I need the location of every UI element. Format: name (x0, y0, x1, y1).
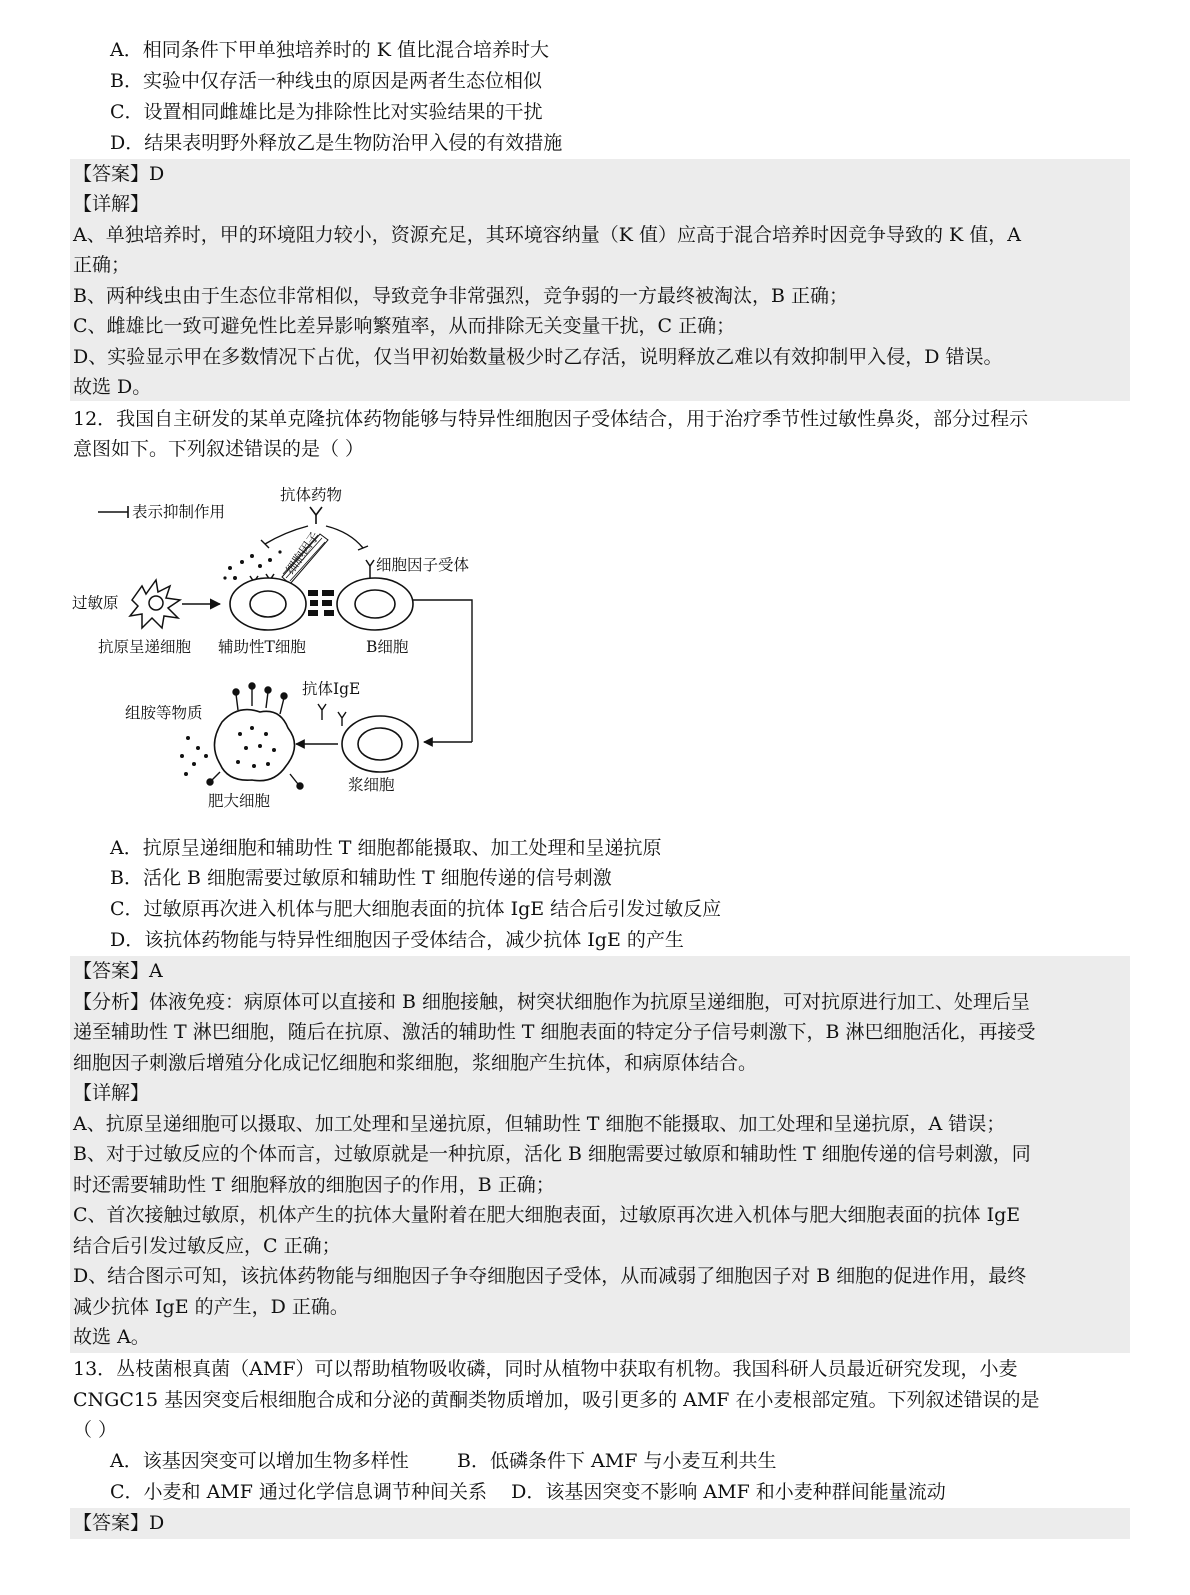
q11-detail-line: C、雌雄比一致可避免性比差异影响繁殖率，从而排除无关变量干扰，C 正确； (73, 315, 736, 337)
legend-label: 表示抑制作用 (132, 503, 226, 521)
q12-option-a: A．抗原呈递细胞和辅助性 T 细胞都能摄取、加工处理和呈递抗原 (110, 837, 662, 859)
released-dots (180, 736, 208, 776)
q11-option-c: C．设置相同雌雄比是为排除性比对实验结果的干扰 (110, 101, 543, 123)
q12-detail-line: D、结合图示可知，该抗体药物能与细胞因子争夺细胞因子受体，从而减弱了细胞因子对 B 细胞的促进作用，最终 (73, 1265, 1027, 1287)
inhibition-legend (98, 502, 225, 521)
q12-detail-line: C、首次接触过敏原，机体产生的抗体大量附着在肥大细胞表面，过敏原再次进入机体与肥大细胞表面的抗体 IgE (73, 1204, 1021, 1226)
q11-answer: 【答案】D (73, 163, 165, 185)
apc-cell (130, 580, 180, 628)
b-to-plasma-arrow (413, 600, 472, 742)
q12-option-d: D．该抗体药物能与特异性细胞因子受体结合，减少抗体 IgE 的产生 (110, 929, 684, 951)
q13-stem-line: 13．丛枝菌根真菌（AMF）可以帮助植物吸收磷，同时从植物中获取有机物。我国科研人员最近研究发现，小麦 (73, 1358, 1018, 1380)
allergen-label: 过敏原 (72, 594, 119, 612)
cytokine-receptor-label: 细胞因子受体 (376, 556, 470, 574)
q11-detail-line: 故选 D。 (73, 376, 152, 398)
mast-cell-label: 肥大细胞 (208, 792, 271, 810)
q12-detail-line: 结合后引发过敏反应，C 正确； (73, 1235, 341, 1257)
q11-option-b: B．实验中仅存活一种线虫的原因是两者生态位相似 (110, 70, 542, 92)
q11-detail-line: B、两种线虫由于生态位非常相似，导致竞争非常强烈，竞争弱的一方最终被淘汰，B 正确； (73, 285, 848, 307)
q12-detail-label: 【详解】 (73, 1082, 150, 1104)
q12-stem-line: 12．我国自主研发的某单克隆抗体药物能够与特异性细胞因子受体结合，用于治疗季节性过敏性鼻炎，部分过程示 (73, 408, 1029, 430)
apc-label: 抗原呈递细胞 (98, 638, 192, 656)
cytokine-label: 细胞因子 (282, 529, 322, 577)
q11-option-d: D．结果表明野外释放乙是生物防治甲入侵的有效措施 (110, 132, 563, 154)
plasma-cell-label: 浆细胞 (348, 776, 395, 794)
th-cell-label: 辅助性T细胞 (218, 638, 306, 656)
b-cell-label: B细胞 (366, 638, 409, 656)
b-cell-receptor (366, 560, 374, 578)
q12-stem-line: 意图如下。下列叙述错误的是（ ） (73, 438, 365, 460)
th-cell (230, 578, 306, 630)
q12-option-c: C．过敏原再次进入机体与肥大细胞表面的抗体 IgE 结合后引发过敏反应 (110, 898, 722, 920)
q11-option-a: A．相同条件下甲单独培养时的 K 值比混合培养时大 (110, 39, 549, 61)
antibody-drug-label: 抗体药物 (280, 486, 343, 504)
q13-stem-line: （ ） (73, 1419, 118, 1441)
ige-label: 抗体IgE (302, 680, 361, 698)
q12-detail-line: 时还需要辅助性 T 细胞释放的细胞因子的作用，B 正确； (73, 1174, 555, 1196)
q11-detail-line: A、单独培养时，甲的环境阻力较小，资源充足，其环境容纳量（K 值）应高于混合培养时因竞争导致的 K 值，A (73, 224, 1021, 246)
q12-detail-line: A、抗原呈递细胞可以摄取、加工处理和呈递抗原，但辅助性 T 细胞不能摄取、加工处理和呈递抗原，A 错误； (73, 1113, 1006, 1135)
q12-analysis-line: 递至辅助性 T 淋巴细胞，随后在抗原、激活的辅助性 T 细胞表面的特定分子信号刺激下，B 淋巴细胞活化，再接受 (73, 1021, 1036, 1043)
plasma-cell (342, 716, 418, 772)
q12-option-b: B．活化 B 细胞需要过敏原和辅助性 T 细胞传递的信号刺激 (110, 867, 612, 889)
q12-detail-line: 故选 A。 (73, 1326, 150, 1348)
q11-detail-line: 正确； (73, 254, 131, 276)
q13-stem-line: CNGC15 基因突变后根细胞合成和分泌的黄酮类物质增加，吸引更多的 AMF 在小麦根部定殖。下列叙述错误的是 (73, 1389, 1040, 1411)
mast-cell (214, 710, 294, 781)
q11-detail-label: 【详解】 (73, 193, 150, 215)
q13-answer: 【答案】D (73, 1512, 165, 1534)
q12-analysis-line: 细胞因子刺激后增殖分化成记忆细胞和浆细胞，浆细胞产生抗体，和病原体结合。 (73, 1052, 758, 1074)
b-cell (337, 578, 413, 630)
ige-antibodies (318, 704, 346, 726)
q11-detail-line: D、实验显示甲在多数情况下占优，仅当甲初始数量极少时乙存活，说明释放乙难以有效抑制甲入侵，D 错误。 (73, 346, 1003, 368)
histamine-label: 组胺等物质 (125, 704, 203, 722)
cytokine-band (282, 529, 328, 584)
q12-detail-line: B、对于过敏反应的个体而言，过敏原就是一种抗原，活化 B 细胞需要过敏原和辅助性 T 细胞传递的信号刺激，同 (73, 1143, 1031, 1165)
q12-analysis-line: 【分析】体液免疫：病原体可以直接和 B 细胞接触，树突状细胞作为抗原呈递细胞，可对抗原进行加工、处理后呈 (73, 991, 1031, 1013)
q12-answer: 【答案】A (73, 960, 163, 982)
th-b-synapse (308, 590, 334, 616)
q13-options-row: A．该基因突变可以增加生物多样性 B．低磷条件下 AMF 与小麦互利共生 (110, 1450, 777, 1472)
immune-response-diagram (70, 482, 510, 827)
q12-detail-line: 减少抗体 IgE 的产生，D 正确。 (73, 1296, 349, 1318)
q13-options-row: C．小麦和 AMF 通过化学信息调节种间关系 D．该基因突变不影响 AMF 和小麦种群间能量流动 (110, 1481, 946, 1503)
antibody-drug-icon (310, 507, 322, 524)
